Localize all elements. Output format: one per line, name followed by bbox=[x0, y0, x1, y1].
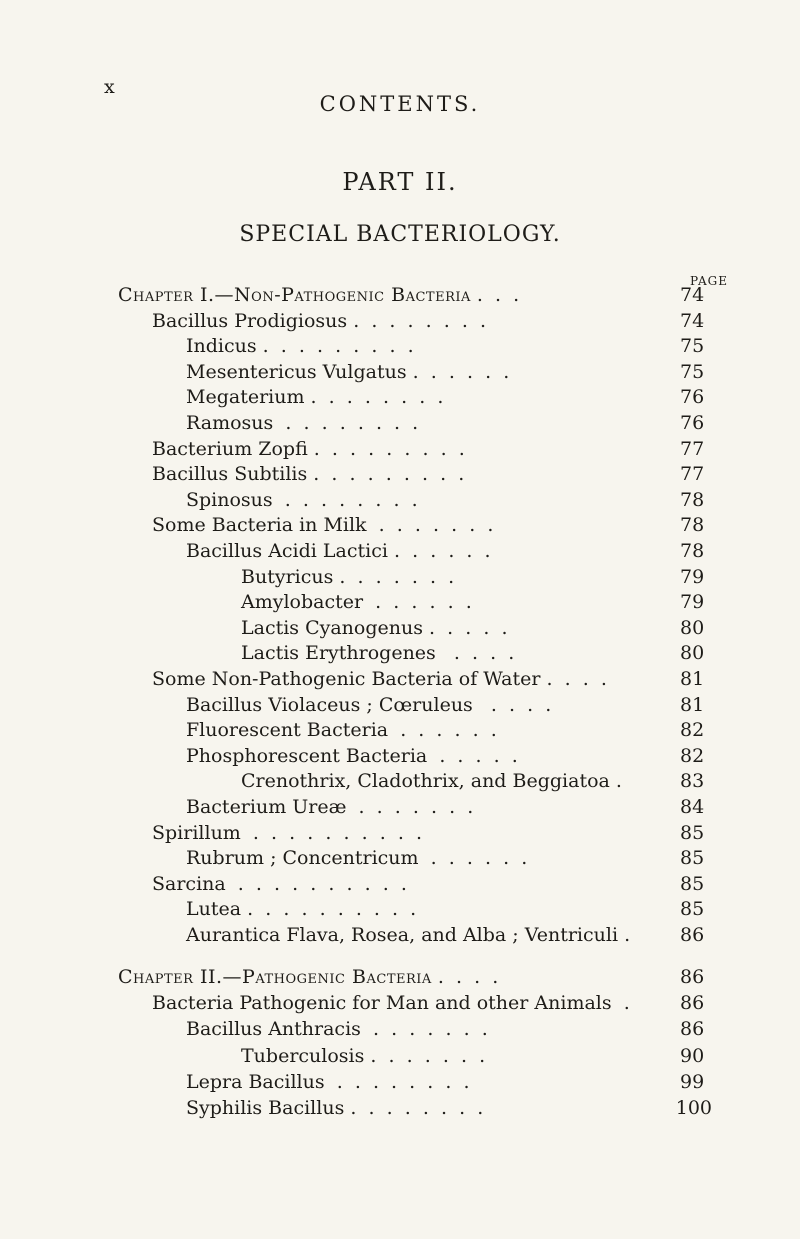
toc-entry-title: Syphilis Bacillus bbox=[186, 1097, 345, 1119]
toc-entry-title: Lactis Erythrogenes bbox=[241, 642, 436, 665]
toc-leader-dots: . . . . . . . bbox=[346, 796, 474, 818]
toc-leader-dots: . . . . bbox=[472, 693, 552, 716]
toc-entry bbox=[152, 871, 716, 897]
toc-leader-dots: . bbox=[618, 924, 631, 946]
toc-entry bbox=[152, 990, 716, 1016]
part-title: PART II. bbox=[342, 168, 458, 196]
toc-entry-title: Chapter II.—Pathogenic Bacteria bbox=[118, 966, 432, 988]
toc-entry-page: 76 bbox=[680, 386, 705, 409]
toc-entry-page: 77 bbox=[680, 463, 705, 486]
toc-leader-dots: . . . . . . . . . bbox=[256, 335, 414, 358]
toc-entry-page: 80 bbox=[680, 642, 705, 665]
toc-entry-page: 75 bbox=[680, 335, 705, 358]
toc-leader-dots: . . . . . . . bbox=[360, 1018, 488, 1041]
toc-entry-page: 83 bbox=[680, 770, 705, 793]
toc-leader-dots: . . . . . . . . bbox=[324, 1070, 470, 1093]
toc-leader-dots: . . . . bbox=[431, 966, 499, 988]
toc-leader-dots: . . . bbox=[470, 284, 520, 306]
toc-entry-page: 77 bbox=[680, 437, 705, 460]
toc-entry-title: Fluorescent Bacteria bbox=[186, 719, 389, 742]
toc-entry bbox=[152, 666, 716, 692]
toc-leader-dots: . . . . bbox=[540, 668, 607, 690]
toc-entry-title: Some Bacteria in Milk bbox=[152, 514, 367, 537]
toc-entry bbox=[186, 1095, 716, 1121]
page-column-label: PAGE bbox=[690, 274, 728, 288]
running-title: CONTENTS. bbox=[319, 92, 481, 116]
toc-entry-page: 82 bbox=[680, 744, 705, 767]
toc-entry-title: Crenothrix, Cladothrix, and Beggiatoa bbox=[241, 770, 610, 793]
toc-entry-page: 90 bbox=[680, 1044, 705, 1067]
toc-entry bbox=[186, 717, 716, 743]
toc-entry-title: Mesentericus Vulgatus bbox=[186, 360, 407, 383]
toc-entry-title: Indicus bbox=[186, 335, 257, 358]
toc-entry bbox=[186, 1069, 716, 1095]
toc-entry-page: 76 bbox=[680, 412, 705, 434]
toc-entry-title: Bacillus Prodigiosus bbox=[152, 309, 348, 332]
toc-entry-page: 84 bbox=[680, 796, 705, 818]
toc-leader-dots: . . . . . . . . bbox=[272, 488, 418, 511]
toc-entry-page: 86 bbox=[680, 1018, 705, 1041]
toc-leader-dots: . . . . bbox=[435, 642, 515, 665]
page-number: x bbox=[104, 76, 115, 98]
toc-entry-title: Sarcina bbox=[152, 872, 226, 895]
toc-chapter-entry bbox=[118, 282, 716, 308]
toc-entry-page: 82 bbox=[680, 719, 705, 742]
toc-entry-page: 78 bbox=[680, 488, 705, 511]
toc-entry bbox=[186, 845, 716, 871]
toc-leader-dots: . . . . . . . bbox=[364, 1044, 486, 1067]
toc-entry-page: 78 bbox=[680, 514, 705, 537]
toc-leader-dots: . . . . . . bbox=[387, 540, 491, 562]
toc-leader-dots: . . . . . . . . bbox=[347, 309, 487, 332]
toc-entry-page: 78 bbox=[680, 540, 705, 562]
toc-entry bbox=[241, 640, 716, 666]
toc-entry-title: Bacterium Ureæ bbox=[186, 796, 347, 818]
toc-leader-dots: . . . . . . . bbox=[333, 565, 455, 588]
toc-entry-title: Lepra Bacillus bbox=[186, 1070, 325, 1093]
toc-entry-title: Aurantica Flava, Rosea, and Alba ; Ventriculi bbox=[186, 924, 619, 946]
toc-leader-dots: . . . . . bbox=[427, 744, 518, 767]
toc-entry bbox=[186, 896, 716, 922]
toc-entry bbox=[152, 308, 716, 334]
toc-entry-title: Bacillus Violaceus ; Cœruleus bbox=[186, 693, 473, 716]
toc-entry bbox=[186, 410, 716, 436]
toc-entry-title: Ramosus bbox=[186, 412, 274, 434]
toc-entry-title: Spinosus bbox=[186, 488, 273, 511]
toc-entry bbox=[186, 692, 716, 718]
toc-entry-page: 81 bbox=[680, 693, 705, 716]
toc-entry-title: Phosphorescent Bacteria bbox=[186, 744, 428, 767]
toc-entry-page: 75 bbox=[680, 360, 705, 383]
toc-leader-dots: . . . . . . bbox=[406, 360, 510, 383]
toc-entry bbox=[186, 538, 716, 564]
toc-entry-page: 79 bbox=[680, 565, 705, 588]
toc-entry-title: Amylobacter bbox=[241, 591, 364, 614]
toc-entry-title: Lactis Cyanogenus bbox=[241, 616, 423, 639]
toc-leader-dots: . . . . . bbox=[423, 616, 508, 639]
toc-leader-dots: . . . . . . . . . . bbox=[240, 821, 423, 844]
toc-entry-page: 85 bbox=[680, 847, 705, 870]
section-title: SPECIAL BACTERIOLOGY. bbox=[239, 222, 561, 247]
toc-entry-page: 85 bbox=[680, 872, 705, 895]
toc-entry-page: 74 bbox=[680, 284, 705, 306]
toc-entry bbox=[186, 333, 716, 359]
toc-leader-dots: . . . . . . bbox=[418, 847, 528, 870]
toc-entry-page: 86 bbox=[680, 966, 705, 988]
toc-leader-dots: . . . . . . . . . bbox=[307, 463, 465, 486]
toc-entry bbox=[186, 384, 716, 410]
toc-entry-title: Bacillus Anthracis bbox=[186, 1018, 361, 1041]
toc-entry-page: 85 bbox=[680, 821, 705, 844]
toc-entry bbox=[152, 436, 716, 462]
toc-entry-title: Rubrum ; Concentricum bbox=[186, 847, 419, 870]
toc-leader-dots: . . . . . . bbox=[388, 719, 497, 742]
toc-entry bbox=[186, 743, 716, 769]
toc-entry-page: 79 bbox=[680, 591, 705, 614]
toc-leader-dots: . . . . . . . . . . bbox=[241, 898, 417, 921]
toc-entry-page: 100 bbox=[675, 1097, 712, 1119]
toc-entry bbox=[186, 1016, 716, 1042]
toc-entry bbox=[241, 589, 716, 615]
toc-entry bbox=[186, 794, 716, 820]
toc-leader-dots: . . . . . . bbox=[363, 591, 472, 614]
toc-entry bbox=[241, 564, 716, 590]
toc-entry bbox=[152, 461, 716, 487]
toc-entry bbox=[152, 820, 716, 846]
toc-entry bbox=[241, 768, 716, 794]
toc-entry-page: 80 bbox=[680, 616, 705, 639]
toc-entry bbox=[186, 487, 716, 513]
toc-entry-title: Some Non-Pathogenic Bacteria of Water bbox=[152, 668, 541, 690]
toc-entry bbox=[152, 512, 716, 538]
toc-entry-title: Megaterium bbox=[186, 386, 305, 409]
toc-entry-page: 86 bbox=[680, 924, 705, 946]
toc-leader-dots: . . . . . . . . bbox=[273, 412, 419, 434]
toc-leader-dots: . . . . . . . . bbox=[304, 386, 444, 409]
toc-entry-title: Chapter I.—Non-Pathogenic Bacteria bbox=[118, 284, 471, 306]
toc-leader-dots: . . . . . . . . . bbox=[307, 437, 465, 460]
toc-leader-dots: . bbox=[611, 992, 630, 1015]
toc-entry-page: 81 bbox=[680, 668, 705, 690]
toc-leader-dots: . bbox=[609, 770, 622, 793]
toc-entry bbox=[241, 615, 716, 641]
toc-entry-page: 86 bbox=[680, 992, 705, 1015]
toc-chapter-entry bbox=[118, 964, 716, 990]
toc-entry-title: Bacterium Zopfi bbox=[152, 437, 308, 460]
toc-entry-title: Bacteria Pathogenic for Man and other Animals bbox=[152, 992, 612, 1015]
toc-leader-dots: . . . . . . . . . . bbox=[225, 872, 407, 895]
toc-entry-page: 85 bbox=[680, 898, 705, 921]
toc-leader-dots: . . . . . . . . bbox=[344, 1097, 484, 1119]
toc-entry-title: Bacillus Acidi Lactici bbox=[186, 540, 388, 562]
toc-entry-page: 99 bbox=[680, 1070, 705, 1093]
toc-entry-title: Bacillus Subtilis bbox=[152, 463, 308, 486]
toc-entry-title: Spirillum bbox=[152, 821, 241, 844]
toc-entry bbox=[186, 922, 716, 948]
toc-entry-title: Tuberculosis bbox=[241, 1044, 365, 1067]
toc-entry-title: Lutea bbox=[186, 898, 242, 921]
toc-leader-dots: . . . . . . . bbox=[366, 514, 494, 537]
toc-entry bbox=[186, 359, 716, 385]
toc-entry bbox=[241, 1043, 716, 1069]
toc-entry-title: Butyricus bbox=[241, 565, 334, 588]
toc-entry-page: 74 bbox=[680, 309, 705, 332]
